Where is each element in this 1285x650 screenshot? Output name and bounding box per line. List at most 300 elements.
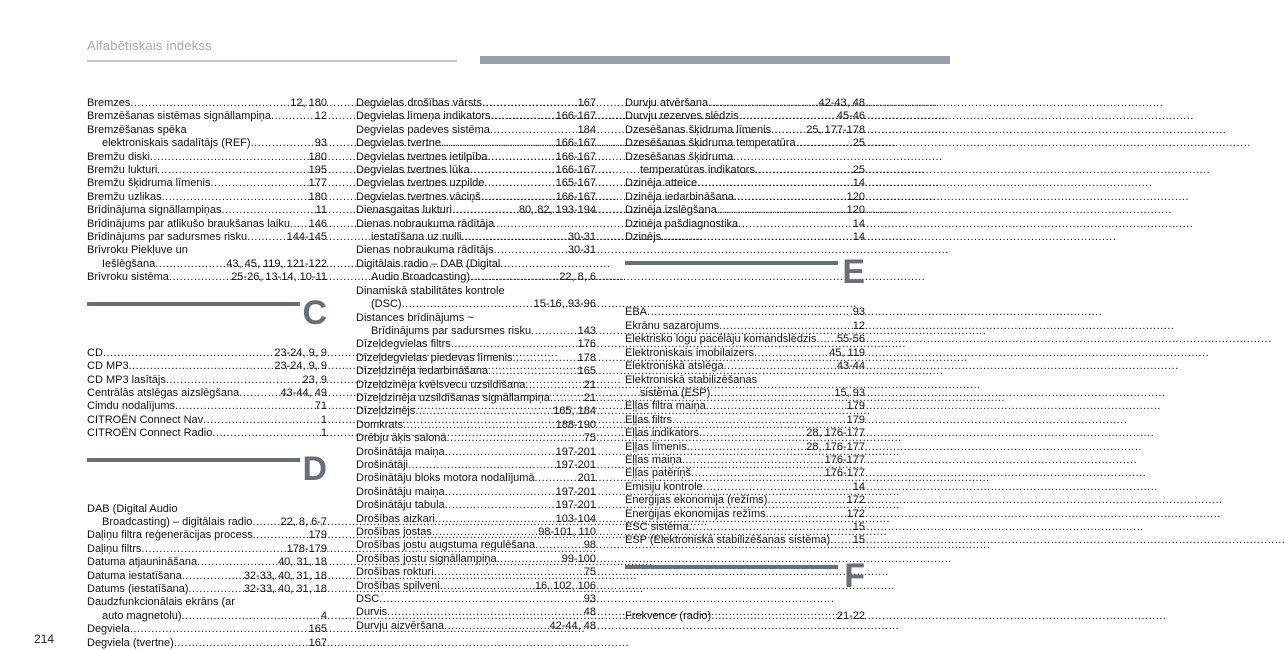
dot-leader xyxy=(182,570,244,583)
entry-row xyxy=(356,620,596,633)
dot-leader xyxy=(247,231,286,244)
entry-term: Dienas nobraukuma rādītājs xyxy=(356,244,494,257)
entry-term: Drošinātāju tabula xyxy=(356,499,445,512)
index-entry xyxy=(87,400,327,413)
header-divider-right xyxy=(480,56,950,64)
index-entry xyxy=(625,610,865,623)
entry-row xyxy=(356,244,596,257)
index-column-1 xyxy=(87,97,327,650)
entry-term: Eļļas indikators xyxy=(625,427,699,440)
entry-row xyxy=(625,610,865,623)
entry-row xyxy=(87,164,327,177)
dot-leader xyxy=(697,177,853,190)
dot-leader xyxy=(689,521,853,534)
entry-term: Drošinātāja maiņa xyxy=(356,445,445,458)
entry-pages: 143 xyxy=(577,324,596,337)
index-entry xyxy=(356,338,596,351)
entry-term: Dīzeļdzinēja uzsildīšanas signāllampiņa xyxy=(356,391,550,404)
section-header xyxy=(87,449,327,495)
entry-row xyxy=(87,374,327,387)
index-entry xyxy=(87,414,327,427)
dot-leader xyxy=(203,414,321,427)
index-entry xyxy=(625,360,865,373)
entry-pages: 15-16, 93-96 xyxy=(533,298,596,311)
entry-pages: 15 xyxy=(852,534,865,547)
entry-pages: 93 xyxy=(852,306,865,319)
entry-term: Eļļas filtrs xyxy=(625,413,673,426)
entry-term: Dzinēja atteice xyxy=(625,177,698,190)
dot-leader xyxy=(535,539,584,552)
entry-row xyxy=(87,360,327,373)
dot-leader xyxy=(290,218,309,231)
dot-leader xyxy=(723,360,836,373)
entry-pages: 21 xyxy=(583,391,596,404)
entry-row xyxy=(625,467,865,480)
dot-leader xyxy=(239,387,280,400)
entry-row xyxy=(356,419,596,432)
entry-term: Drošības spilveni xyxy=(356,579,440,592)
index-entry xyxy=(625,534,865,547)
index-entry xyxy=(356,539,596,552)
index-entry xyxy=(87,177,327,190)
entry-term: Enerģijas ekonomijas režīms xyxy=(625,507,766,520)
dot-leader xyxy=(452,204,519,217)
entry-row xyxy=(625,534,865,547)
entry-pages: 25, 177-178 xyxy=(806,123,865,136)
entry-row xyxy=(87,151,327,164)
index-entry xyxy=(356,499,596,512)
entry-term: Bremzēšanas spēka xyxy=(87,123,187,136)
index-entry xyxy=(356,513,596,526)
entry-term: Durvju atvēršana xyxy=(625,97,709,109)
entry-term: Bremzēšanas sistēmas signāllampiņa xyxy=(87,110,272,123)
entry-term: Dīzeļdzinēja iedarbināšana xyxy=(356,365,489,378)
dot-leader xyxy=(175,400,315,413)
entry-pages: 45, 119 xyxy=(829,346,865,359)
entry-pages: 120 xyxy=(846,204,865,217)
dot-leader xyxy=(488,365,578,378)
index-entry xyxy=(87,204,327,217)
entry-row xyxy=(356,231,596,244)
dot-leader xyxy=(484,177,555,190)
index-entry xyxy=(87,347,327,360)
entry-term: elektroniskais sadalītājs (REF) xyxy=(102,137,251,150)
entry-pages: 197-201 xyxy=(555,485,596,498)
entry-term: Durvju aizvēršana xyxy=(356,619,445,632)
index-entry xyxy=(625,97,865,110)
index-entry xyxy=(625,508,865,521)
dot-leader xyxy=(497,553,562,566)
entry-row xyxy=(625,124,865,137)
entry-term: Degvielas tvertnes ietilpība xyxy=(356,150,488,163)
dot-leader xyxy=(447,432,584,445)
entry-row xyxy=(356,580,596,593)
entry-row xyxy=(87,637,327,650)
dot-leader xyxy=(188,583,243,596)
entry-term: Durvju rezerves slēdzis xyxy=(625,110,739,123)
dot-leader xyxy=(682,454,825,467)
entry-pages: 22, 8, 6 xyxy=(559,271,596,284)
index-entry xyxy=(625,400,865,413)
entry-term: DSC xyxy=(356,593,380,606)
entry-pages: 12 xyxy=(852,319,865,332)
dot-leader xyxy=(166,374,303,387)
dot-leader xyxy=(210,177,308,190)
entry-row xyxy=(356,553,596,566)
entry-term: Drošības jostas xyxy=(356,526,432,538)
entry-pages: 197-201 xyxy=(555,499,596,512)
dot-leader xyxy=(403,419,556,432)
dot-leader xyxy=(252,516,280,529)
entry-row xyxy=(356,526,596,539)
index-entry xyxy=(87,623,327,636)
entry-term: Daļiņu filtra reģenerācijas process xyxy=(87,529,253,542)
index-entry xyxy=(356,258,596,285)
entry-pages: 167 xyxy=(577,97,596,109)
entry-term: DAB (Digital Audio xyxy=(87,502,178,515)
entry-row xyxy=(87,97,327,110)
entry-row xyxy=(356,204,596,217)
entry-row xyxy=(356,124,596,137)
dot-leader xyxy=(162,191,309,204)
entry-row xyxy=(87,177,327,190)
entry-row xyxy=(87,427,327,440)
index-entry xyxy=(356,392,596,405)
entry-term: CITROËN Connect Nav xyxy=(87,413,204,426)
entry-pages: 166-167 xyxy=(555,164,596,177)
entry-row xyxy=(356,164,596,177)
dot-leader xyxy=(197,556,278,569)
entry-row xyxy=(356,539,596,552)
dot-leader xyxy=(212,427,321,440)
index-entry xyxy=(356,432,596,445)
index-entry xyxy=(356,580,596,593)
index-entry xyxy=(625,137,865,150)
entry-term: Emisiju kontrole xyxy=(625,480,703,493)
index-entry xyxy=(356,566,596,579)
entry-row xyxy=(87,529,327,542)
entry-row xyxy=(625,441,865,454)
entry-row xyxy=(356,338,596,351)
entry-row xyxy=(625,347,865,360)
index-entry xyxy=(356,312,596,339)
entry-pages: 167 xyxy=(308,636,327,649)
entry-term: Iešlēgšana xyxy=(102,257,156,270)
entry-pages: 21-22 xyxy=(836,609,865,622)
entry-row xyxy=(87,137,327,150)
entry-row xyxy=(87,400,327,413)
entry-term: CD MP3 xyxy=(87,360,129,373)
index-entry xyxy=(625,494,865,507)
dot-leader xyxy=(470,164,556,177)
entry-term: Bremžu lukturi xyxy=(87,164,158,177)
index-entry xyxy=(87,543,327,556)
entry-row xyxy=(356,392,596,405)
index-entry xyxy=(356,486,596,499)
entry-pages: 180 xyxy=(308,150,327,163)
entry-row xyxy=(87,110,327,123)
dot-leader xyxy=(816,333,836,346)
entry-term: CD MP3 lasītājs xyxy=(87,373,166,386)
index-entry xyxy=(356,218,596,245)
entry-row xyxy=(356,606,596,619)
index-entry xyxy=(625,481,865,494)
entry-pages: 28, 176-177 xyxy=(806,440,865,453)
entry-row xyxy=(356,446,596,459)
entry-row xyxy=(625,508,865,521)
entry-row xyxy=(625,218,865,231)
index-entry xyxy=(87,570,327,583)
entry-pages: 15, 93 xyxy=(834,386,865,399)
dot-leader xyxy=(550,392,584,405)
dot-leader xyxy=(706,400,847,413)
entry-row xyxy=(625,164,865,177)
entry-pages: 30-31 xyxy=(567,244,596,257)
index-entry xyxy=(87,387,327,400)
section-divider-bar xyxy=(87,458,300,462)
entry-term: temperatūras indikators xyxy=(640,164,755,177)
entry-pages: 197-201 xyxy=(555,458,596,471)
entry-pages: 75 xyxy=(583,566,596,579)
section-divider-bar xyxy=(625,565,838,569)
entry-pages: 23, 9 xyxy=(302,373,327,386)
entry-term: Daudzfunkcionālais ekrāns (ar xyxy=(87,596,235,609)
dot-leader xyxy=(717,204,847,217)
index-entry xyxy=(87,124,327,151)
dot-leader xyxy=(271,110,315,123)
dot-leader xyxy=(387,606,584,619)
index-entry xyxy=(356,124,596,137)
entry-pages: 1 xyxy=(320,427,327,440)
entry-row xyxy=(625,360,865,373)
entry-term: Degvielas līmeņa indikators xyxy=(356,110,491,123)
entry-row xyxy=(625,414,865,427)
index-entry xyxy=(356,526,596,539)
entry-pages: 12 xyxy=(314,110,327,123)
dot-leader xyxy=(661,231,853,244)
entry-pages: 55-56 xyxy=(836,333,865,346)
entry-row xyxy=(87,623,327,636)
index-entry xyxy=(87,97,327,110)
entry-pages: 146 xyxy=(308,217,327,230)
index-entry xyxy=(87,110,327,123)
entry-pages: 25-26, 13-14, 10-11 xyxy=(231,271,327,284)
index-entry xyxy=(625,110,865,123)
entry-pages: 15 xyxy=(852,520,865,533)
entry-term: Audio Broadcasting) xyxy=(371,271,471,284)
entry-pages: 32-33, 40, 31, 18 xyxy=(243,569,327,582)
page-header-title: Alfabētiskais indekss xyxy=(87,38,212,53)
dot-leader xyxy=(482,97,578,110)
dot-leader xyxy=(487,151,555,164)
dot-leader xyxy=(647,306,853,319)
dot-leader xyxy=(251,137,315,150)
index-entry xyxy=(625,414,865,427)
entry-row xyxy=(356,486,596,499)
entry-pages: 172 xyxy=(846,494,865,507)
entry-pages: 75 xyxy=(583,432,596,445)
index-entry xyxy=(87,360,327,373)
entry-term: Bremžu diski xyxy=(87,150,150,163)
entry-row xyxy=(625,494,865,507)
section-divider-bar xyxy=(625,261,838,265)
entry-row xyxy=(356,472,596,485)
index-entry xyxy=(625,467,865,480)
entry-pages: 103-104 xyxy=(555,512,596,525)
entry-pages: 42-43, 48 xyxy=(818,97,865,109)
entry-pages: 4 xyxy=(320,609,327,622)
entry-pages: 11 xyxy=(315,204,327,217)
entry-term: Brīdinājums par atlikušo braukšanas laiku xyxy=(87,217,290,230)
entry-row xyxy=(356,593,596,606)
entry-term: Elektroniskā stabilizēšanas xyxy=(625,373,758,386)
dot-leader xyxy=(767,494,846,507)
entry-pages: 179 xyxy=(846,413,865,426)
entry-pages: 165 xyxy=(577,365,596,378)
dot-leader xyxy=(130,623,309,636)
entry-term: Degvielas tvertnes lūka xyxy=(356,164,470,177)
entry-row xyxy=(356,432,596,445)
dot-leader xyxy=(687,441,807,454)
entry-pages: 176 xyxy=(577,338,596,351)
dot-leader xyxy=(796,137,853,150)
entry-pages: 45-46 xyxy=(836,110,865,123)
entry-pages: 166-167 xyxy=(555,150,596,163)
dot-leader xyxy=(445,446,556,459)
entry-pages: 166-167 xyxy=(555,190,596,203)
dot-leader xyxy=(491,110,556,123)
entry-term: Dzinēja izslēgšana xyxy=(625,204,717,217)
entry-term: auto magnetolu) xyxy=(102,609,182,622)
entry-pages: 14 xyxy=(852,231,865,244)
dot-leader xyxy=(155,258,226,271)
entry-row xyxy=(625,333,865,346)
dot-leader xyxy=(379,593,584,606)
entry-row xyxy=(356,191,596,204)
entry-row xyxy=(625,320,865,333)
entry-pages: 184 xyxy=(577,123,596,136)
dot-leader xyxy=(481,191,556,204)
index-entry xyxy=(87,231,327,244)
entry-term: Elektrisko logu pacēlāju komandslēdzis xyxy=(625,333,817,346)
section-header xyxy=(625,252,865,298)
entry-row xyxy=(625,306,865,319)
index-entry xyxy=(625,231,865,244)
entry-row xyxy=(87,610,327,623)
entry-pages: 42-44, 48 xyxy=(549,619,596,632)
entry-term: Datuma atjaunināšana xyxy=(87,556,198,569)
dot-leader xyxy=(103,347,275,360)
dot-leader xyxy=(525,379,583,392)
entry-pages: 120 xyxy=(846,190,865,203)
index-entry xyxy=(356,244,596,257)
entry-term: Daļiņu filtrs xyxy=(87,542,142,555)
dot-leader xyxy=(444,620,549,633)
entry-pages: 197-201 xyxy=(555,445,596,458)
entry-term: Bremžu uzlikas xyxy=(87,190,162,203)
entry-term: Brīvroku Piekļuve un xyxy=(87,244,188,257)
entry-term: Brīvroku sistēma xyxy=(87,271,169,284)
dot-leader xyxy=(738,218,853,231)
entry-pages: 71 xyxy=(314,400,327,413)
entry-row xyxy=(356,365,596,378)
entry-row xyxy=(87,231,327,244)
entry-row xyxy=(356,151,596,164)
dot-leader xyxy=(719,320,853,333)
entry-term: Dienas nobraukuma rādītāja xyxy=(356,217,495,230)
entry-term: Centrālās atslēgas aizslēgšana xyxy=(87,386,240,399)
entry-term: EBA xyxy=(625,306,648,319)
dot-leader xyxy=(754,347,829,360)
entry-pages: 40, 31, 18 xyxy=(278,556,327,569)
entry-term: Dienasgaitas lukturi xyxy=(356,204,452,217)
entry-row xyxy=(625,110,865,123)
entry-term: Cimdu nodalījums xyxy=(87,400,176,413)
entry-pages: 98 xyxy=(583,539,596,552)
index-entry xyxy=(87,583,327,596)
entry-pages: 165-167 xyxy=(555,177,596,190)
entry-term: Distances brīdinājums ~ xyxy=(356,311,474,324)
entry-term: Digitālais radio – DAB (Digital xyxy=(356,257,501,270)
entry-term: Datums (iestatīšana) xyxy=(87,582,189,595)
index-entry xyxy=(87,244,327,271)
entry-row xyxy=(87,258,327,271)
dot-leader xyxy=(711,610,837,623)
index-entry xyxy=(87,164,327,177)
index-entry xyxy=(356,419,596,432)
entry-pages: 48 xyxy=(583,606,596,619)
entry-term: Dīzeļdzinējs xyxy=(356,405,416,418)
entry-term: ESC sistēma xyxy=(625,520,689,533)
entry-pages: 165 xyxy=(308,623,327,636)
index-entry xyxy=(625,521,865,534)
index-entry xyxy=(625,454,865,467)
entry-term: Drošinātāji xyxy=(356,458,408,471)
dot-leader xyxy=(150,151,309,164)
entry-pages: 177 xyxy=(308,177,327,190)
entry-term: Degvielas drošības vārsts xyxy=(356,97,482,109)
dot-leader xyxy=(141,543,286,556)
entry-term: CD xyxy=(87,346,103,359)
entry-row xyxy=(625,400,865,413)
entry-pages: 14 xyxy=(852,480,865,493)
index-entry xyxy=(87,556,327,569)
entry-row xyxy=(87,347,327,360)
dot-leader xyxy=(445,499,556,512)
entry-term: Elektroniskais imobilaizers xyxy=(625,346,754,359)
entry-term: Bremžu šķidruma līmenis xyxy=(87,177,211,190)
entry-pages: 165, 184 xyxy=(553,405,596,418)
index-entry xyxy=(356,204,596,217)
index-entry xyxy=(356,110,596,123)
entry-term: (DSC) xyxy=(371,298,402,311)
entry-row xyxy=(356,325,596,338)
dot-leader xyxy=(157,164,308,177)
entry-term: Degviela xyxy=(87,623,130,636)
dot-leader xyxy=(470,271,559,284)
entry-pages: 21 xyxy=(583,378,596,391)
entry-pages: 99-100 xyxy=(561,552,596,565)
entry-term: Drošinātāju bloks motora nodalījumā xyxy=(356,472,535,485)
index-entry xyxy=(356,553,596,566)
index-entry xyxy=(625,441,865,454)
entry-row xyxy=(356,271,596,284)
entry-pages: 43, 45, 119, 121-122 xyxy=(226,257,327,270)
entry-pages: 176-177 xyxy=(824,467,865,480)
entry-pages: 25 xyxy=(852,137,865,150)
index-entry xyxy=(87,271,327,284)
dot-leader xyxy=(734,191,847,204)
